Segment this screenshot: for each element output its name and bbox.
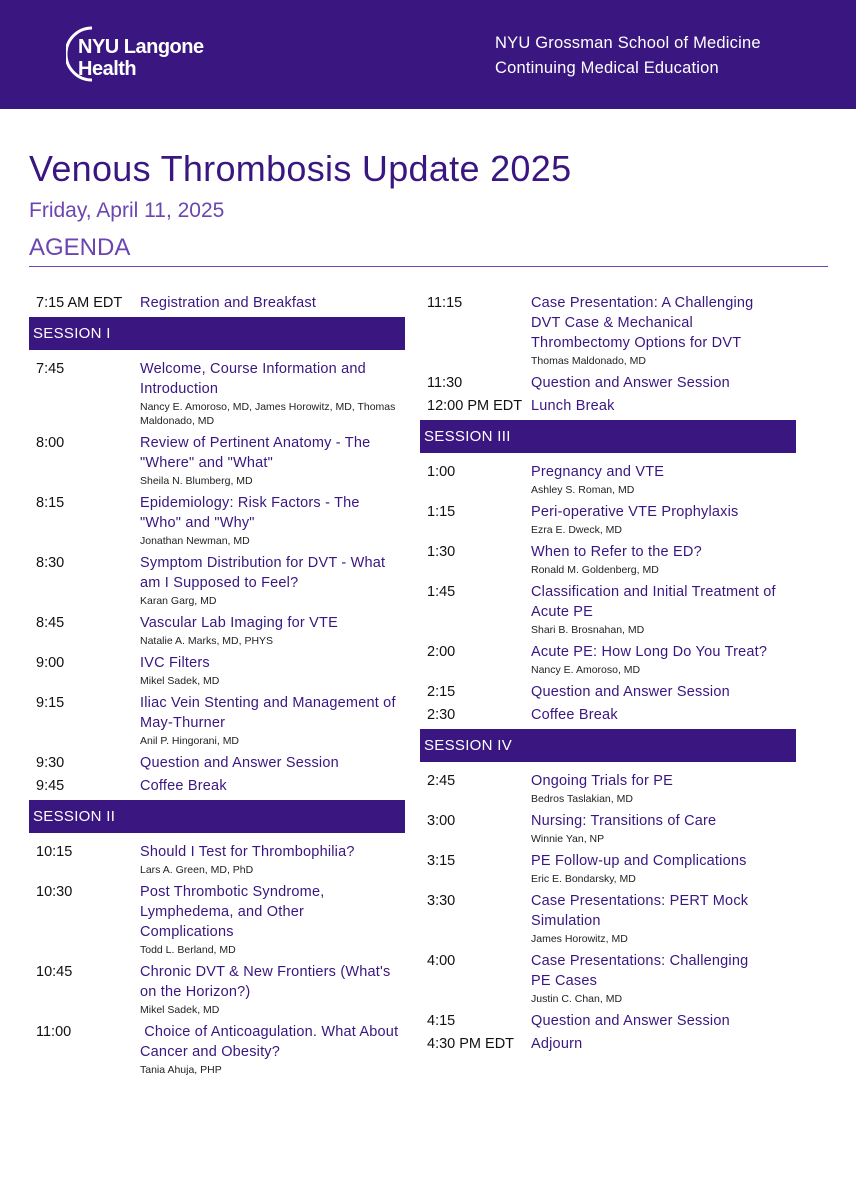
agenda-time: 3:00 [427,813,456,829]
agenda-title: Chronic DVT & New Frontiers (What's on the Horizon?) [140,964,391,1000]
agenda-title: Case Presentations: PERT Mock Simulation [531,893,749,929]
agenda-title: Adjourn [531,1036,583,1052]
agenda-title: Epidemiology: Risk Factors - The "Who" and "Why" [140,495,360,531]
agenda-speaker: Natalie A. Marks, MD, PHYS [140,635,274,647]
agenda-speaker: Winnie Yan, NP [531,833,605,845]
nyu-langone-logo [66,22,206,82]
agenda-title: Case Presentations: Challenging PE Cases [531,953,749,989]
agenda-time: 8:00 [36,435,65,451]
agenda-time: 3:15 [427,853,456,869]
agenda-title: Choice of Anticoagulation. What About Cancer and Obesity? [140,1024,403,1060]
session-header: SESSION IV [420,729,796,762]
agenda-time: 8:15 [36,495,65,511]
agenda-column-left [29,290,405,1079]
agenda-time: 3:30 [427,893,456,909]
agenda-speaker: Mikel Sadek, MD [140,1004,220,1016]
agenda-row [420,370,796,393]
agenda-speaker: Nancy E. Amoroso, MD, James Horowitz, MD, Thomas Maldonado, MD [140,401,396,427]
agenda-speaker: Ashley S. Roman, MD [531,484,635,496]
agenda-time: 10:30 [36,884,73,900]
agenda-speaker: Thomas Maldonado, MD [531,355,646,367]
agenda-row [420,679,796,702]
agenda-speaker: Lars A. Green, MD, PhD [140,864,254,876]
agenda-speaker: Shari B. Brosnahan, MD [531,624,645,636]
session-header: SESSION III [420,420,796,453]
agenda-speaker: Karan Garg, MD [140,595,217,607]
agenda-speaker: Eric E. Bondarsky, MD [531,873,636,885]
agenda-row [29,550,405,610]
agenda-title: Nursing: Transitions of Care [531,813,717,829]
agenda-title: Registration and Breakfast [140,295,317,311]
agenda-time: 11:30 [427,375,463,391]
agenda-title: Coffee Break [140,778,227,794]
agenda-time: 2:00 [427,644,456,660]
agenda-time: 11:15 [427,295,463,311]
agenda-row [420,539,796,579]
agenda-row [420,702,796,725]
agenda-title: PE Follow-up and Complications [531,853,747,869]
agenda-title: Peri-operative VTE Prophylaxis [531,504,739,520]
agenda-row [420,888,796,948]
org-line2: Continuing Medical Education [495,59,719,77]
agenda-row [29,1019,405,1079]
agenda-speaker: Justin C. Chan, MD [531,993,623,1005]
agenda-time: 4:15 [427,1013,456,1029]
agenda-time: 2:30 [427,707,456,723]
agenda-title: Classification and Initial Treatment of Acute PE [531,584,776,620]
agenda-title: Question and Answer Session [531,684,730,700]
agenda-speaker: Sheila N. Blumberg, MD [140,475,253,487]
agenda-speaker: Ronald M. Goldenberg, MD [531,564,659,576]
agenda-row [29,290,405,313]
agenda-title: Question and Answer Session [531,375,730,391]
agenda-time: 7:45 [36,361,65,377]
agenda-time: 1:15 [427,504,456,520]
agenda-time: 1:00 [427,464,456,480]
agenda-row [420,639,796,679]
agenda-title: Ongoing Trials for PE [531,773,674,789]
agenda-time: 4:00 [427,953,456,969]
agenda-row [29,773,405,796]
agenda-title: Vascular Lab Imaging for VTE [140,615,338,631]
agenda-row [29,650,405,690]
agenda-time: 9:45 [36,778,65,794]
agenda-row [420,499,796,539]
agenda-speaker: Nancy E. Amoroso, MD [531,664,641,676]
agenda-title: Pregnancy and VTE [531,464,665,480]
agenda-time: 1:30 [427,544,456,560]
agenda-row [420,948,796,1008]
agenda-title: Question and Answer Session [531,1013,730,1029]
agenda-row [420,768,796,808]
agenda-row [420,1031,796,1054]
agenda-row [420,459,796,499]
agenda-title: Welcome, Course Information and Introduction [140,361,366,397]
agenda-time: 2:45 [427,773,456,789]
agenda-title: Should I Test for Thrombophilia? [140,844,355,860]
agenda-time: 2:15 [427,684,456,700]
agenda-row [29,879,405,959]
agenda-row [29,610,405,650]
agenda-time: 12:00 PM EDT [427,398,523,414]
agenda-title: Post Thrombotic Syndrome, Lymphedema, and Other Complications [140,884,325,940]
event-date: Friday, April 11, 2025 [29,199,225,222]
agenda-time: 7:15 AM EDT [36,295,123,311]
agenda-title: Symptom Distribution for DVT - What am I Supposed to Feel? [140,555,386,591]
agenda-time: 9:15 [36,695,65,711]
agenda-row [420,1008,796,1031]
agenda-speaker: Anil P. Hingorani, MD [140,735,240,747]
agenda-speaker: James Horowitz, MD [531,933,628,945]
agenda-row [29,490,405,550]
session-header: SESSION II [29,800,405,833]
agenda-title: Review of Pertinent Anatomy - The "Where" and "What" [140,435,371,471]
org-name [495,31,761,81]
agenda-time: 8:30 [36,555,65,571]
agenda-column-right [420,290,796,1054]
agenda-row [420,848,796,888]
session-header: SESSION I [29,317,405,350]
agenda-time: 10:15 [36,844,73,860]
org-line1: NYU Grossman School of Medicine [495,34,761,52]
agenda-title: Question and Answer Session [140,755,339,771]
agenda-title: Coffee Break [531,707,618,723]
agenda-speaker: Mikel Sadek, MD [140,675,220,687]
agenda-time: 1:45 [427,584,456,600]
agenda-title: Acute PE: How Long Do You Treat? [531,644,768,660]
agenda-speaker: Todd L. Berland, MD [140,944,236,956]
agenda-row [29,839,405,879]
agenda-speaker: Jonathan Newman, MD [140,535,250,547]
agenda-row [29,690,405,750]
agenda-time: 9:30 [36,755,65,771]
agenda-row [29,430,405,490]
agenda-speaker: Tania Ahuja, PHP [140,1064,222,1076]
agenda-time: 8:45 [36,615,65,631]
agenda-speaker: Bedros Taslakian, MD [531,793,633,805]
agenda-time: 9:00 [36,655,65,671]
agenda-time: 10:45 [36,964,73,980]
agenda-title: IVC Filters [140,655,210,671]
agenda-row [420,579,796,639]
logo-text-line1: NYU Langone [78,36,204,58]
agenda-title: Case Presentation: A Challenging DVT Case & Mechanical Thrombectomy Options for DVT [531,295,754,351]
agenda-time: 4:30 PM EDT [427,1036,515,1052]
agenda-title: Lunch Break [531,398,615,414]
agenda-row [420,290,796,370]
agenda-row [29,356,405,430]
page-title: Venous Thrombosis Update 2025 [29,148,572,189]
agenda-time: 11:00 [36,1024,72,1040]
header-banner [0,0,856,109]
agenda-heading: AGENDA [29,234,131,261]
agenda-row [29,750,405,773]
agenda-row [420,393,796,416]
logo-text-line2: Health [78,58,137,80]
agenda-title: When to Refer to the ED? [531,544,702,560]
agenda-row [420,808,796,848]
agenda-title: Iliac Vein Stenting and Management of May-Thurner [140,695,396,731]
divider [29,266,828,267]
agenda-row [29,959,405,1019]
agenda-speaker: Ezra E. Dweck, MD [531,524,623,536]
